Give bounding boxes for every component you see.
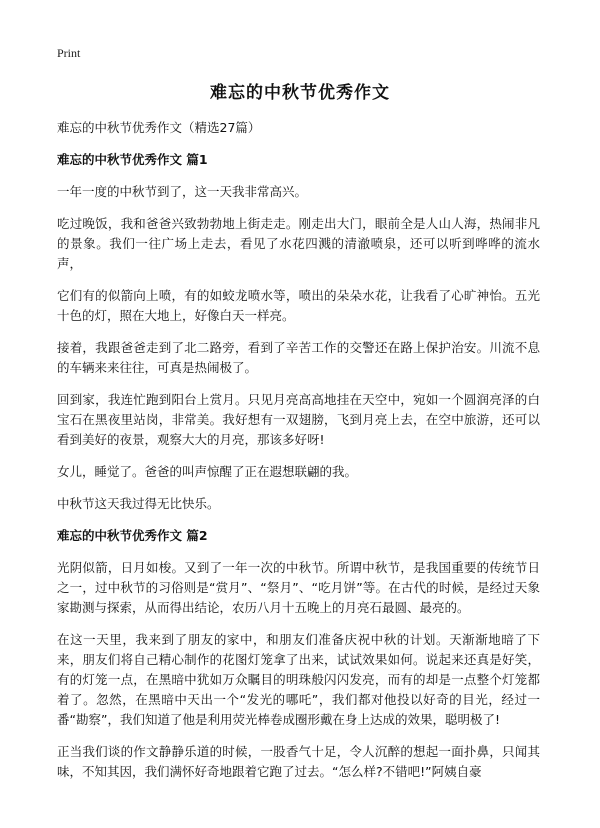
paragraph: 吃过晚饭，我和爸爸兴致勃勃地上街走走。刚走出大门，眼前全是人山人海，热闹非凡的景象。我们一往广场上走去，看见了水花四溅的清澈喷泉，还可以听到哗哗的流水声，: [57, 216, 540, 271]
section-1: [57, 150, 540, 514]
paragraph: 在这一天里，我来到了朋友的家中，和朋友们准备庆祝中秋的计划。天渐渐地暗了下来，朋友们将自己精心制作的花图灯笼拿了出来，试试效果如何。说起来还真是好笑，有的灯笼一点，在黑暗中犹如万众瞩目的明珠般闪闪发亮，而有的却是一点整个灯笼都着了。忽然，在黑暗中天出一个“发光的哪吒”，我们都对他投以好奇的目光，经过一番“勘察”，我们知道了他是利用荧光棒卷成圈形戴在身上达成的效果，聪明极了!: [57, 632, 540, 727]
article-subtitle: 难忘的中秋节优秀作文（精选27篇）: [57, 120, 261, 135]
paragraph: 女儿，睡觉了。爸爸的叫声惊醒了正在遐想联翩的我。: [57, 464, 358, 479]
paragraph: 一年一度的中秋节到了，这一天我非常高兴。: [57, 184, 308, 199]
section-heading: 难忘的中秋节优秀作文 篇1: [57, 152, 208, 167]
print-link[interactable]: Print: [57, 46, 81, 60]
paragraph: 回到家，我连忙跑到阳台上赏月。只见月亮高高地挂在天空中，宛如一个圆润亮泽的白宝石在黑夜里站岗，非常美。我好想有一双翅膀，飞到月亮上去，在空中旅游，还可以看到美好的夜景，观察大大的月亮，那该多好呀!: [57, 392, 540, 447]
page-title: 难忘的中秋节优秀作文: [210, 83, 390, 103]
section-heading: 难忘的中秋节优秀作文 篇2: [57, 528, 208, 543]
paragraph: 它们有的似箭向上喷，有的如蛟龙喷水等，喷出的朵朵水花，让我看了心旷神怡。五光十色的灯，照在大地上，好像白天一样亮。: [57, 288, 540, 323]
paragraph: 正当我们谈的作文静静乐道的时候，一股香气十足，令人沉醉的想起一面扑鼻，只闻其味，不知其因，我们满怀好奇地跟着它跑了过去。“怎么样?不错吧!”阿姨自豪: [57, 744, 540, 779]
paragraph: 光阴似箭，日月如梭。又到了一年一次的中秋节。所谓中秋节，是我国重要的传统节日之一，过中秋节的习俗则是“赏月”、“祭月”、“吃月饼”等。在古代的时候，是经过天象家勘测与探索，从而得出结论，农历八月十五晚上的月亮石最圆、最亮的。: [57, 560, 540, 615]
paragraph: 接着，我跟爸爸走到了北二路旁，看到了辛苦工作的交警还在路上保护治安。川流不息的车辆来来往往，可真是热闹极了。: [57, 340, 540, 375]
paragraph: 中秋节这天我过得无比快乐。: [57, 496, 220, 511]
article-body: [57, 118, 540, 794]
section-2: [57, 526, 540, 782]
